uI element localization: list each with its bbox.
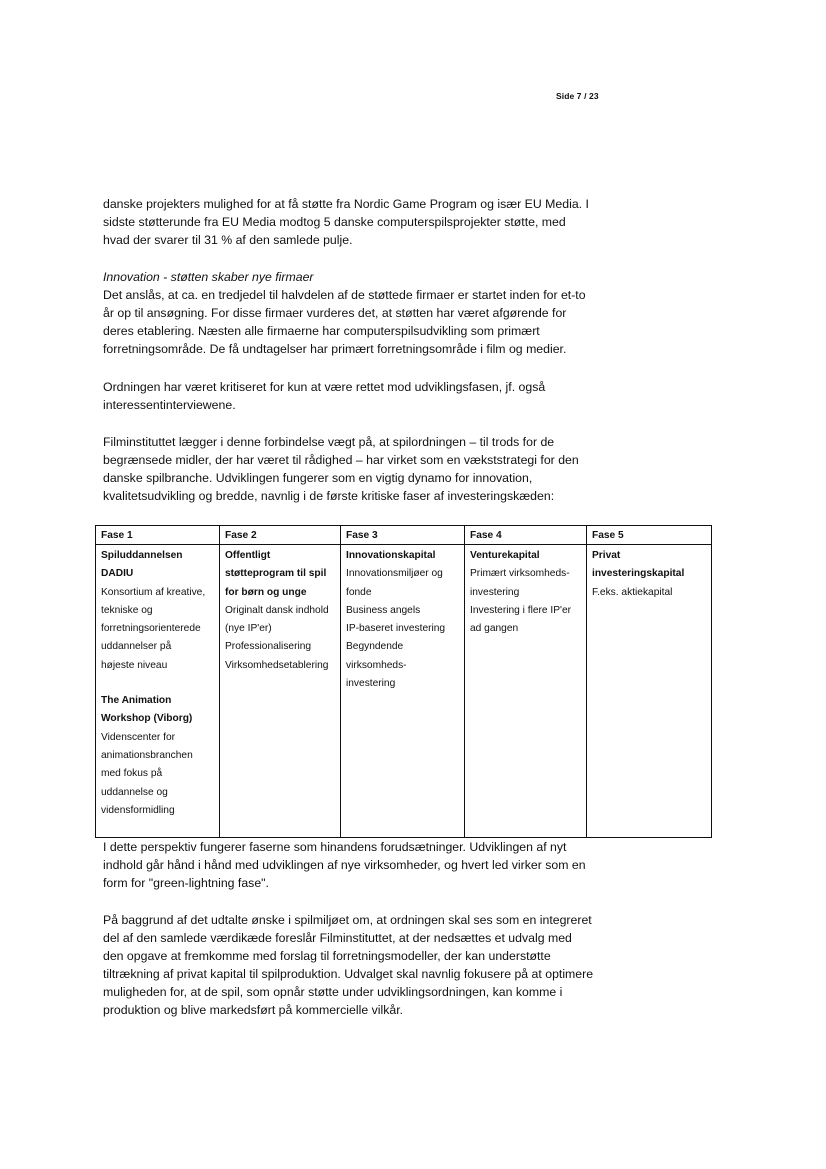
cell-title: for børn og unge (225, 586, 307, 598)
text-line: muligheden for, at de spil, som opnår støtte under udviklingsordningen, kan komme i (103, 985, 563, 999)
cell-fase-3 (341, 545, 465, 838)
cell-title: investeringskapital (592, 568, 685, 580)
cell-line: Investering i flere IP'er (470, 604, 572, 616)
text-line: sidste støtterunde fra EU Media modtog 5 danske computerspilsprojekter støtte, med (103, 215, 566, 229)
cell-line: uddannelse og (101, 786, 168, 798)
text-line: hvad der svarer til 31 % af den samlede pulje. (103, 233, 353, 247)
text-line: Filminstituttet lægger i denne forbindelse vægt på, at spilordningen – til trods for de (103, 435, 555, 449)
cell-fase-4 (465, 545, 587, 838)
text-line: deres etablering. Næsten alle firmaerne har computerspilsudvikling som primært (103, 324, 540, 338)
cell-title: Offentligt (225, 550, 271, 561)
table-header-row (96, 526, 712, 545)
paragraph-1 (103, 195, 623, 249)
cell-line: med fokus på (101, 768, 163, 780)
text-line: I dette perspektiv fungerer faserne som hinandens forudsætninger. Udviklingen af nyt (103, 840, 567, 854)
cell-fase-1 (96, 545, 220, 838)
cell-line: IP-baseret investering (346, 623, 446, 635)
table-row (96, 545, 712, 838)
text-line: del af den samlede værdikæde foreslår Filminstituttet, at der nedsættes et udvalg med (103, 931, 572, 945)
cell-line: uddannelser på (101, 641, 172, 653)
cell-line: Konsortium af kreative, (101, 586, 206, 598)
cell-title: støtteprogram til spil (225, 568, 327, 580)
cell-fase-2 (220, 545, 341, 838)
cell-title: Workshop (Viborg) (101, 713, 193, 725)
header-fase-1: Fase 1 (96, 526, 220, 545)
cell-line: Professionalisering (225, 641, 312, 653)
text-line: produktion og blive markedsført på kommercielle vilkår. (103, 1003, 404, 1017)
cell-line: F.eks. aktiekapital (592, 586, 673, 598)
text-line: indhold går hånd i hånd med udviklingen af nye virksomheder, og hvert led virker som en (103, 858, 586, 872)
cell-line: virksomheds- (346, 659, 407, 671)
cell-title: Spiluddannelsen (101, 550, 183, 561)
cell-line: ad gangen (470, 623, 519, 635)
header-fase-4: Fase 4 (465, 526, 587, 545)
cell-line: animationsbranchen (101, 749, 193, 761)
paragraph-3 (103, 378, 623, 414)
header-fase-3: Fase 3 (341, 526, 465, 545)
text-line: tiltrækning af privat kapital til spilproduktion. Udvalget skal navnlig fokusere på at optimere (103, 967, 594, 981)
text-line: På baggrund af det udtalte ønske i spilmiljøet om, at ordningen skal ses som en integreret (103, 913, 592, 927)
paragraph-6 (103, 911, 623, 1019)
cell-line: Originalt dansk indhold (225, 604, 329, 616)
cell-line: højeste niveau (101, 659, 168, 671)
section-heading: Innovation - støtten skaber nye firmaer (103, 270, 314, 284)
cell-line: Begyndende (346, 641, 404, 653)
cell-title: Venturekapital (470, 550, 540, 561)
cell-spacer (101, 675, 214, 692)
cell-title: The Animation (101, 695, 172, 707)
cell-title: DADIU (101, 568, 134, 580)
cell-line: investering (346, 678, 396, 690)
cell-title: Innovationskapital (346, 550, 436, 561)
text-line: danske spilbranche. Udviklingen fungerer som en vigtig dynamo for innovation, (103, 471, 533, 485)
text-line: Det anslås, at ca. en tredjedel til halvdelen af de støttede firmaer er startet inden for et-to (103, 288, 586, 302)
page-number: Side 7 / 23 (556, 91, 599, 101)
header-fase-2: Fase 2 (220, 526, 341, 545)
text-line: år op til ansøgning. For disse firmaer vurderes det, at støtten har været afgørende for (103, 306, 567, 320)
investment-phases-table (95, 525, 712, 838)
cell-line: vidensformidling (101, 804, 175, 816)
text-line: Ordningen har været kritiseret for kun at være rettet mod udviklingsfasen, jf. også (103, 380, 546, 394)
text-line: begrænsede midler, der har været til rådighed – har virket som en vækststrategi for den (103, 453, 579, 467)
cell-line: Innovationsmiljøer og (346, 568, 443, 580)
cell-line: Business angels (346, 604, 421, 616)
text-line: danske projekters mulighed for at få støtte fra Nordic Game Program og især EU Media. I (103, 197, 589, 211)
cell-line: Primært virksomheds- (470, 568, 570, 580)
cell-line: (nye IP'er) (225, 623, 272, 635)
cell-line: Videnscenter for (101, 731, 175, 743)
text-line: form for "green-lightning fase". (103, 876, 269, 890)
innovation-section (103, 268, 623, 358)
cell-line: Virksomhedsetablering (225, 659, 329, 671)
cell-line: fonde (346, 586, 372, 598)
cell-title: Privat (592, 550, 621, 561)
cell-line: forretningsorienterede (101, 623, 201, 635)
cell-line: investering (470, 586, 520, 598)
text-line: kvalitetsudvikling og bredde, navnlig i de første kritiske faser af investeringskæden: (103, 489, 555, 503)
cell-line: tekniske og (101, 604, 153, 616)
text-line: forretningsområde. De få undtagelser har primært forretningsområde i film og medier. (103, 342, 567, 356)
cell-fase-5 (587, 545, 712, 838)
header-fase-5: Fase 5 (587, 526, 712, 545)
paragraph-4 (103, 433, 623, 505)
text-line: den opgave at fremkomme med forslag til forretningsmodeller, der kan understøtte (103, 949, 551, 963)
paragraph-5 (103, 838, 623, 892)
text-line: interessentinterviewene. (103, 398, 236, 412)
